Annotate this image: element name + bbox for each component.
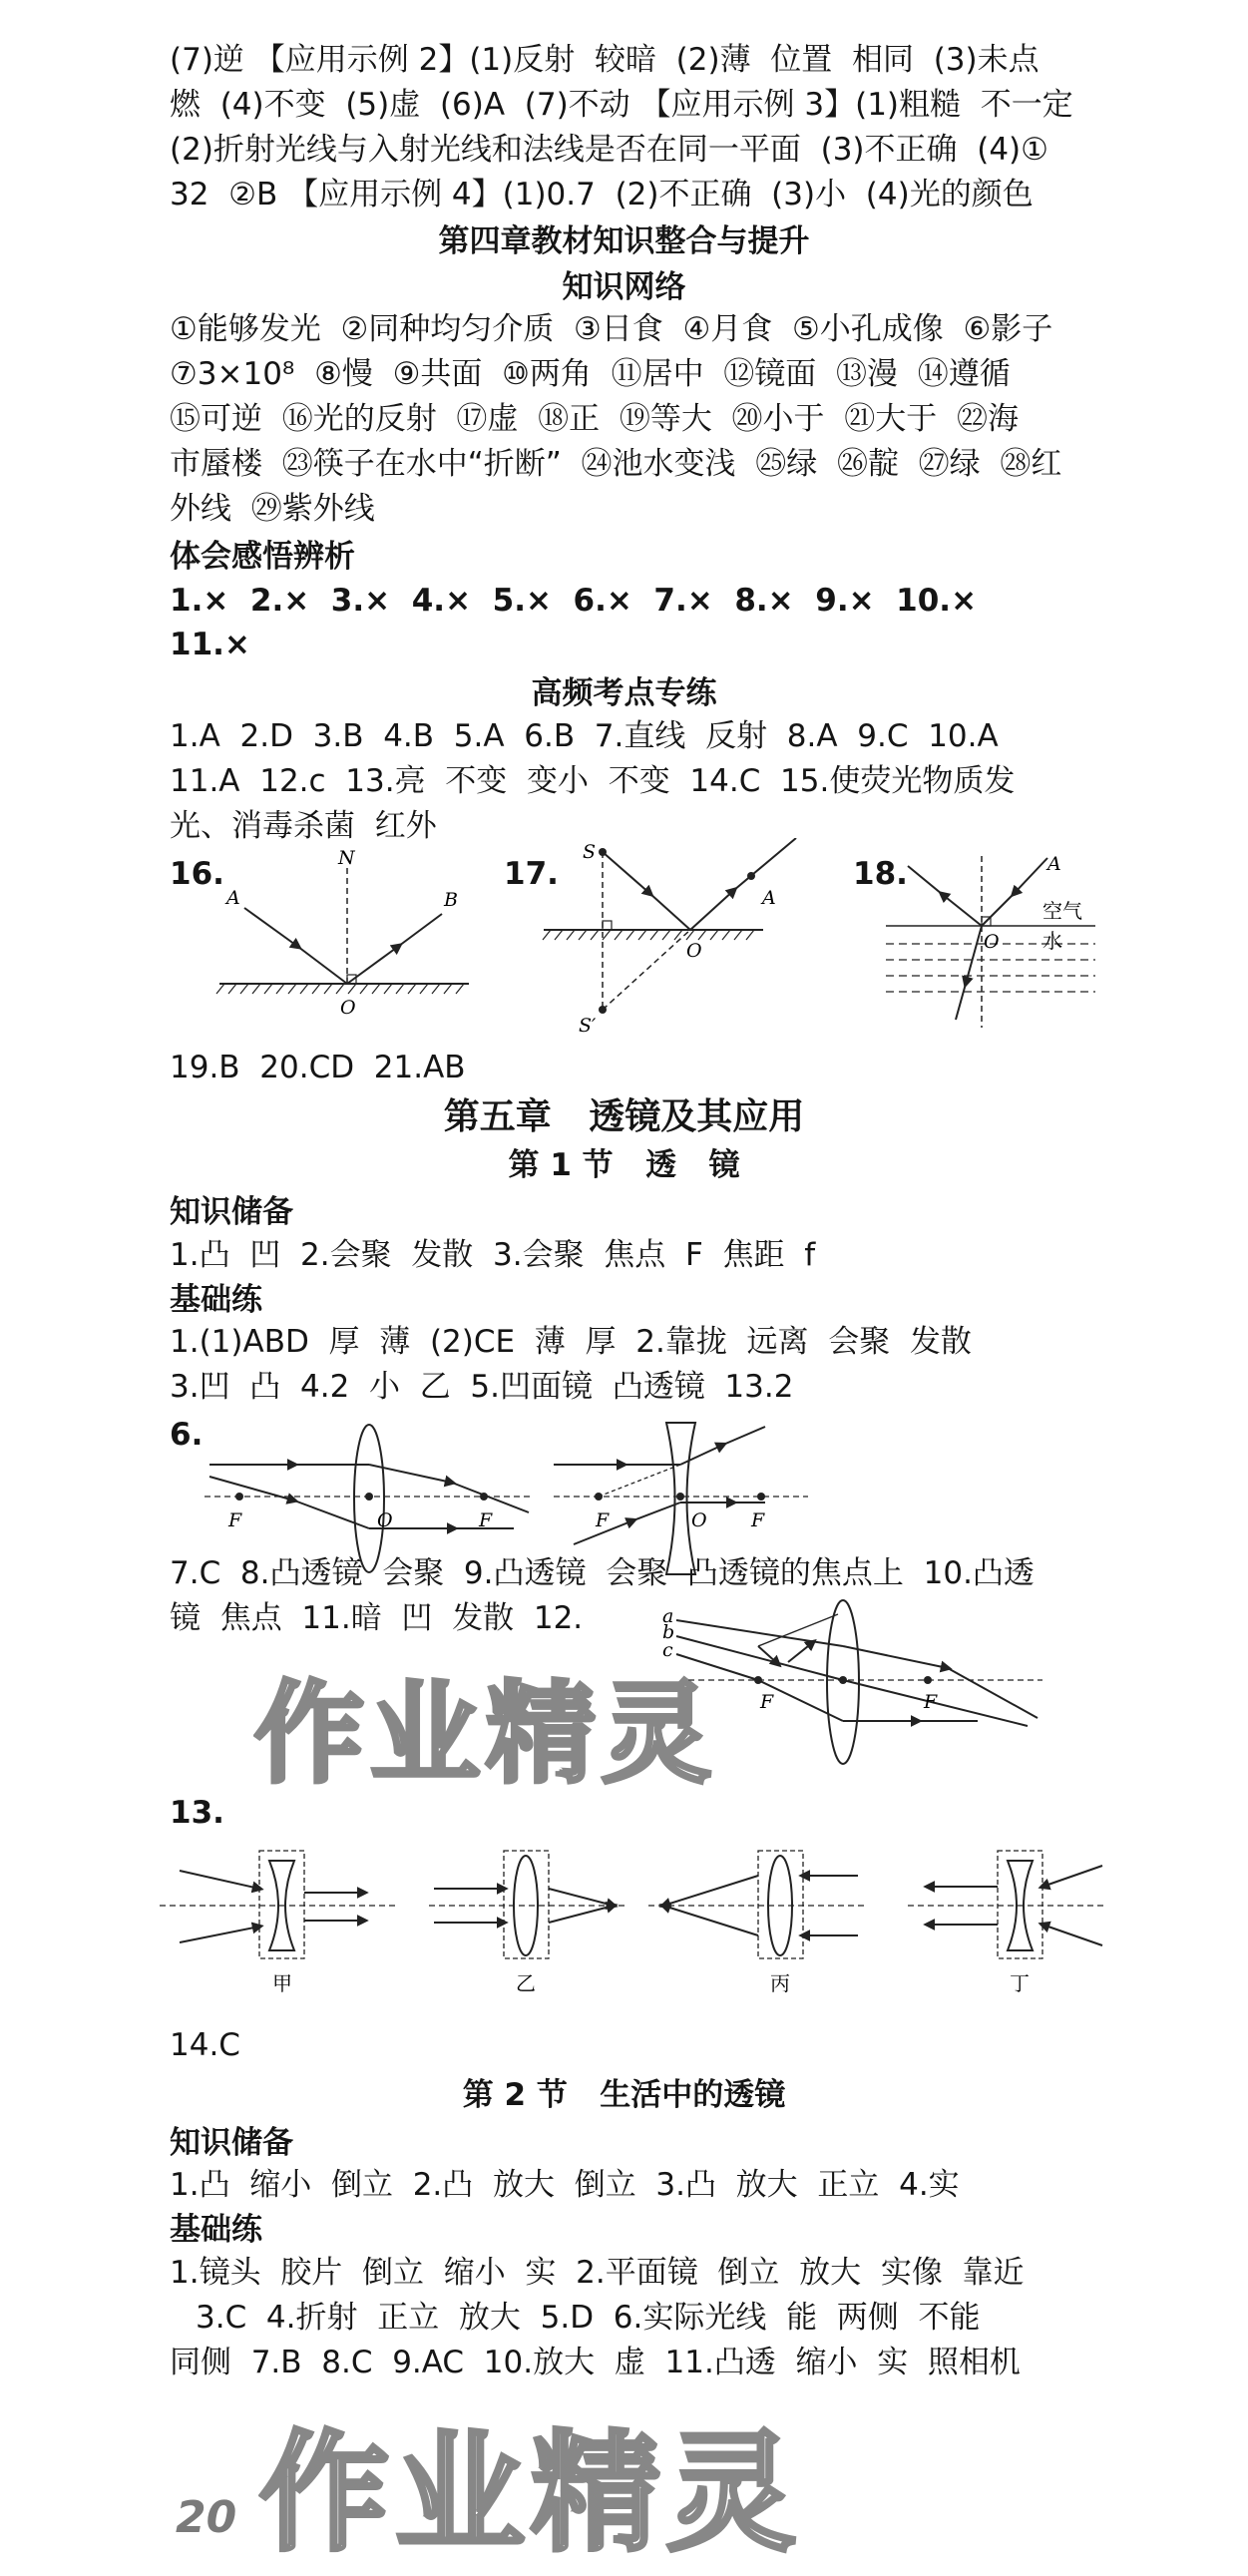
- convex-lens-diagram-6: [195, 1417, 554, 1576]
- question-number: 6.: [170, 1417, 204, 1453]
- section-heading: 体会感悟辨析: [170, 539, 355, 575]
- text-line: 光、消毒杀菌 红外: [170, 808, 437, 844]
- text-line: (2)折射光线与入射光线和法线是否在同一平面 (3)不正确 (4)①: [170, 132, 1048, 168]
- text-line: 镜 焦点 11.暗 凹 发散 12.: [170, 1600, 584, 1636]
- text-line: 1.凸 缩小 倒立 2.凸 放大 倒立 3.凸 放大 正立 4.实: [170, 2167, 960, 2203]
- label-n: N: [338, 848, 355, 869]
- label-s-prime: S′: [579, 1015, 597, 1033]
- section-heading: 基础练: [170, 1282, 262, 1318]
- label-ding: 丁: [1010, 1971, 1030, 1995]
- text-line: 32 ②B 【应用示例 4】(1)0.7 (2)不正确 (3)小 (4)光的颜色: [170, 177, 1034, 213]
- watermark-logo: 作业精灵: [259, 2417, 803, 2569]
- label-f-left: F: [760, 1691, 774, 1713]
- chapter-title: 第五章 透镜及其应用: [443, 1096, 805, 1137]
- text-line: 外线 ㉙紫外线: [170, 491, 375, 527]
- label-air: 空气: [1042, 899, 1082, 923]
- label-f-right: F: [924, 1691, 938, 1713]
- label-o: O: [377, 1509, 393, 1531]
- label-f-left: F: [596, 1509, 610, 1531]
- label-o: O: [686, 940, 702, 962]
- text-line: (7)逆 【应用示例 2】(1)反射 较暗 (2)薄 位置 相同 (3)未点: [170, 42, 1040, 78]
- section-title: 第 2 节 生活中的透镜: [462, 2077, 786, 2113]
- label-a: A: [1047, 853, 1061, 875]
- text-line: 19.B 20.CD 21.AB: [170, 1050, 466, 1085]
- label-yi: 乙: [516, 1971, 536, 1995]
- refraction-diagram-18: [878, 848, 1107, 1043]
- question-number: 18.: [853, 856, 908, 892]
- lens-boxes-diagram-13: [160, 1831, 1207, 2000]
- label-o: O: [340, 997, 356, 1019]
- text-line: 1.A 2.D 3.B 4.B 5.A 6.B 7.直线 反射 8.A 9.C 10.A: [170, 718, 999, 754]
- question-number: 17.: [504, 856, 559, 892]
- section-heading: 知识储备: [170, 2125, 293, 2161]
- label-c: c: [662, 1639, 673, 1661]
- section-heading: 基础练: [170, 2212, 262, 2248]
- label-b: B: [444, 889, 458, 911]
- label-o: O: [691, 1509, 707, 1531]
- watermark-logo: 作业精灵: [254, 1670, 717, 1798]
- label-f-right: F: [479, 1509, 493, 1531]
- label-f-right: F: [751, 1509, 765, 1531]
- label-o: O: [984, 931, 1000, 953]
- label-f-left: F: [228, 1509, 242, 1531]
- label-a: A: [226, 887, 240, 909]
- text-line: 1.凸 凹 2.会聚 发散 3.会聚 焦点 F 焦距 f: [170, 1237, 816, 1273]
- section-subtitle: 高频考点专练: [531, 675, 717, 711]
- text-line: ⑮可逆 ⑯光的反射 ⑰虚 ⑱正 ⑲等大 ⑳小于 ㉑大于 ㉒海: [170, 401, 1019, 437]
- label-a: A: [762, 887, 776, 909]
- label-s: S: [583, 841, 597, 863]
- text-line: 3.C 4.折射 正立 放大 5.D 6.实际光线 能 两侧 不能: [196, 2300, 981, 2336]
- text-line: 1.镜头 胶片 倒立 缩小 实 2.平面镜 倒立 放大 实像 靠近: [170, 2255, 1025, 2291]
- section-title: 第四章教材知识整合与提升: [438, 223, 810, 259]
- text-line: ①能够发光 ②同种均匀介质 ③日食 ④月食 ⑤小孔成像 ⑥影子: [170, 311, 1053, 347]
- concave-lens-diagram-6: [544, 1417, 813, 1576]
- text-line: 11.A 12.c 13.亮 不变 变小 不变 14.C 15.使荧光物质发: [170, 763, 1016, 799]
- label-a: a: [662, 1605, 674, 1627]
- text-line: 同侧 7.B 8.C 9.AC 10.放大 虚 11.凸透 缩小 实 照相机: [170, 2345, 1021, 2380]
- label-b: b: [662, 1621, 675, 1643]
- text-line: 7.C 8.凸透镜 会聚 9.凸透镜 会聚 凸透镜的焦点上 10.凸透: [170, 1555, 1035, 1591]
- text-line: 11.×: [170, 627, 250, 662]
- section-title: 第 1 节 透 镜: [508, 1147, 740, 1183]
- text-line: 1.(1)ABD 厚 薄 (2)CE 薄 厚 2.靠拢 远离 会聚 发散: [170, 1324, 972, 1360]
- text-line: 市蜃楼 ㉓筷子在水中“折断” ㉔池水变浅 ㉕绿 ㉖靛 ㉗绿 ㉘红: [170, 446, 1062, 482]
- question-number: 13.: [170, 1795, 224, 1831]
- label-jia: 甲: [272, 1971, 292, 1995]
- section-heading: 知识储备: [170, 1194, 293, 1230]
- page-number: 20: [176, 2492, 237, 2543]
- label-bing: 丙: [770, 1971, 790, 1995]
- label-water: 水: [1042, 929, 1062, 953]
- text-line: 燃 (4)不变 (5)虚 (6)A (7)不动 【应用示例 3】(1)粗糙 不一定: [170, 87, 1073, 123]
- question-number: 16.: [170, 856, 224, 892]
- reflection-diagram-16: [214, 848, 474, 1028]
- text-line: ⑦3×10⁸ ⑧慢 ⑨共面 ⑩两角 ⑪居中 ⑫镜面 ⑬漫 ⑭遵循: [170, 356, 1011, 392]
- text-line: 14.C: [170, 2027, 240, 2063]
- text-line: 3.凹 凸 4.2 小 乙 5.凹面镜 凸透镜 13.2: [170, 1369, 794, 1405]
- mirror-image-diagram-17: [539, 838, 808, 1033]
- text-line: 1.× 2.× 3.× 4.× 5.× 6.× 7.× 8.× 9.× 10.×: [170, 583, 978, 619]
- section-subtitle: 知识网络: [562, 269, 686, 305]
